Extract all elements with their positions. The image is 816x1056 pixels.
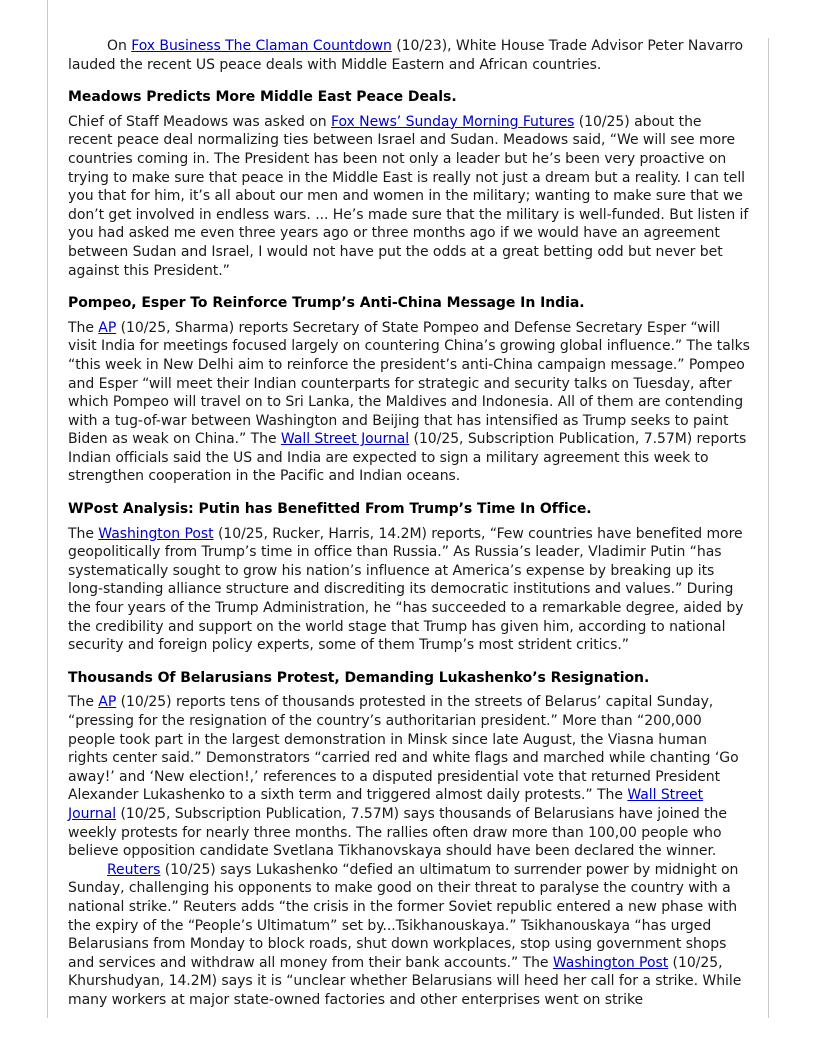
paragraph-navarro: On Fox Business The Claman Countdown (10/23), White House Trade Advisor Peter Navarro lauded the recent US peace deals with Middle Eastern and African countries. xyxy=(68,38,743,73)
link-wall-street-journal[interactable]: Wall Street Journal xyxy=(68,787,704,822)
heading-belarus: Thousands Of Belarusians Protest, Demanding Lukashenko’s Resignation. xyxy=(68,669,650,686)
link-washington-post[interactable]: Washington Post xyxy=(98,525,214,542)
paragraph-meadows: Chief of Staff Meadows was asked on Fox News’ Sunday Morning Futures (10/25) about the recent peace deal normalizing ties between Israel and Sudan. Meadows said, “We will see more countries coming in. The President has been not only a leader but he’s been very proactive on trying to make sure that peace in the Middle East is really not just a dream but a reality. I can tell you that for him, it’s all about our men and women in the military; wanting to make sure that we don’t get involved in endless wars. ... He’s made sure that the military is well-funded. But listen if you had asked me even three years ago or three months ago if we would have an agreement between Sudan and Israel, I would not have put the odds at a great betting odd but never bet against this President.” xyxy=(68,113,749,279)
paragraph-wpost-putin: The Washington Post (10/25, Rucker, Harris, 14.2M) reports, “Few countries have benefited more geopolitically from Trump’s time in office than Russia.” As Russia’s leader, Vladimir Putin “has systematically sought to grow his nation’s influence at America’s expense by breaking up its long-standing alliance structure and discrediting its democratic institutions and values.” During the four years of the Trump Administration, he “has succeeded to a remarkable degree, aided by the credibility and support on the world stage that Trump has given him, according to national security and foreign policy experts, some of them Trump’s most strident critics.” xyxy=(68,525,744,654)
paragraph-belarus-ap: The AP (10/25) reports tens of thousands protested in the streets of Belarus’ capital Sunday, “pressing for the resignation of the country’s authoritarian president.” More than “200,000 people took part in the largest demonstration in Minsk since late August, the Viasna human rights center said.” Demonstrators “carried red and white flags and marched while chanting ‘Go away!’ and ‘New election!,’ references to a disputed presidential vote that returned President Alexander Lukashenko to a sixth term and triggered almost daily protests.” The Wall Street Journal (10/25, Subscription Publication, 7.57M) says thousands of Belarusians have joined the weekly protests for nearly three months. The rallies often draw more than 100,00 people who believe opposition candidate Svetlana Tikhanovskaya should have been declared the winner. xyxy=(68,694,739,860)
paragraph-pompeo-esper: The AP (10/25, Sharma) reports Secretary of State Pompeo and Defense Secretary Esper “will visit India for meetings focused largely on countering China’s growing global influence.” The talks “this week in New Delhi aim to reinforce the president’s anti-China campaign message.” Pompeo and Esper “will meet their Indian counterparts for strategic and security talks on Tuesday, after which Pompeo will travel on to Sri Lanka, the Maldives and Indonesia. All of them are contending with a tug-of-war between Washington and Beijing that has intensified as Trump seeks to paint Biden as weak on China.” The Wall Street Journal (10/25, Subscription Publication, 7.57M) reports Indian officials said the US and India are expected to sign a military agreement this week to strengthen cooperation in the Pacific and Indian oceans. xyxy=(68,319,750,485)
link-fox-news[interactable]: Fox News’ Sunday Morning Futures xyxy=(330,113,575,130)
link-ap[interactable]: AP xyxy=(98,319,117,336)
right-margin-rule xyxy=(768,38,769,1018)
heading-wpost-putin: WPost Analysis: Putin has Benefitted From Trump’s Time In Office. xyxy=(68,501,592,518)
paragraph-belarus-reuters: Reuters (10/25) says Lukashenko “defied an ultimatum to surrender power by midnight on Sunday, challenging his opponents to make good on their threat to paralyse the country with a national strike.” Reuters adds “the crisis in the former Soviet republic entered a new phase with the expiry of the “People’s Ultimatum” set by...Tsikhanouskaya.” Tsikhanouskaya “has urged Belarusians from Monday to block roads, shut down workplaces, stop using government shops and services and withdraw all money from their bank accounts.” The Washington Post (10/25, Khurshudyan, 14.2M) says it is “unclear whether Belarusians will heed her call for a strike. While many workers at major state-owned factories and other enterprises went on strike xyxy=(68,861,742,1008)
link-wall-street-journal[interactable]: Wall Street Journal xyxy=(280,431,410,448)
link-ap[interactable]: AP xyxy=(98,694,117,711)
document-body xyxy=(68,37,750,1010)
link-washington-post[interactable]: Washington Post xyxy=(552,954,669,971)
link-fox-business[interactable]: Fox Business The Claman Countdown xyxy=(131,38,392,54)
left-margin-rule xyxy=(47,0,48,1018)
heading-pompeo-esper: Pompeo, Esper To Reinforce Trump’s Anti-China Message In India. xyxy=(68,295,585,312)
heading-meadows: Meadows Predicts More Middle East Peace Deals. xyxy=(68,89,457,106)
link-reuters[interactable]: Reuters xyxy=(107,861,161,878)
